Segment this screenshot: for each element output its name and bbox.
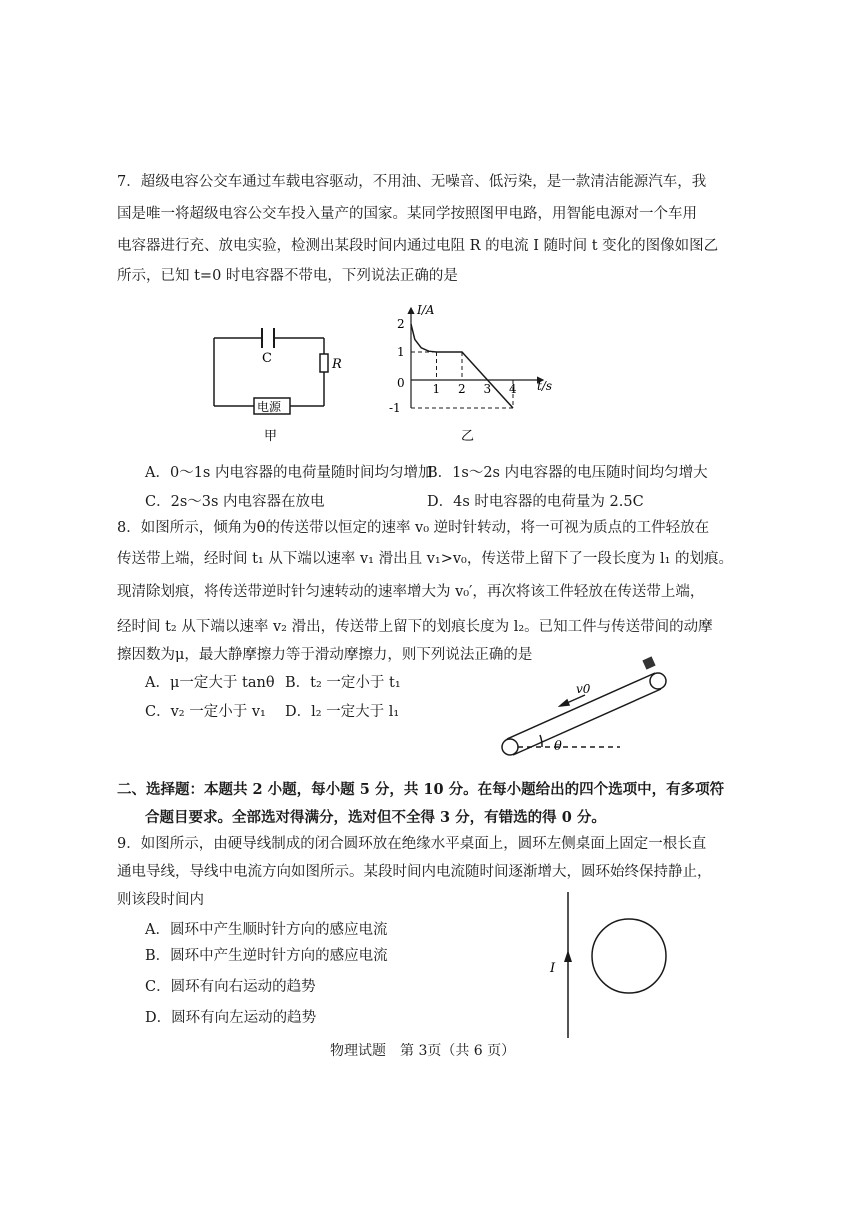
y-tick-label: -1: [389, 401, 401, 415]
q8-line-3: 现清除划痕，将传送带逆时针匀速转动的速率增大为 v₀′，再次将该工件轻放在传送带上端，: [117, 584, 705, 600]
conducting-ring: [592, 919, 666, 993]
q7-option-c[interactable]: C．2s～3s 内电容器在放电: [145, 494, 325, 510]
q8-option-a[interactable]: A．μ一定大于 tanθ: [145, 675, 275, 691]
q7-line-3: 电容器进行充、放电实验，检测出某段时间内通过电阻 R 的电流 I 随时间 t 变化的图像如图乙: [117, 238, 719, 254]
conveyor-belt-figure: [490, 655, 680, 765]
figure-caption-yi: 乙: [461, 429, 475, 444]
q9-option-c[interactable]: C．圆环有向右运动的趋势: [145, 979, 316, 995]
x-tick-label: 2: [458, 382, 466, 396]
x-tick-label: 3: [483, 382, 492, 396]
y-tick-label: 2: [397, 317, 405, 331]
arrow-head: [560, 700, 569, 706]
x-tick-label: 4: [509, 382, 517, 396]
power-source-label: 电源: [257, 400, 282, 414]
q8-line-4: 经时间 t₂ 从下端以速率 v₂ 滑出，传送带上留下的划痕长度为 l₂。已知工件与传送带间的动摩: [117, 619, 713, 635]
q9-line-1: 9．如图所示，由硬导线制成的闭合圆环放在绝缘水平桌面上，圆环左侧桌面上固定一根长直: [117, 836, 707, 852]
q8-line-2: 传送带上端，经时间 t₁ 从下端以速率 v₁ 滑出且 v₁>v₀，传送带上留下了一段长度为 l₁ 的划痕。: [117, 551, 734, 567]
x-axis-label: t/s: [537, 379, 553, 393]
q9-option-d[interactable]: D．圆环有向左运动的趋势: [145, 1010, 317, 1026]
y-tick-label: 1: [397, 345, 405, 359]
q9-option-b[interactable]: B．圆环中产生逆时针方向的感应电流: [145, 948, 388, 964]
q7-line-4: 所示，已知 t=0 时电容器不带电，下列说法正确的是: [117, 268, 458, 284]
q7-line-1: 7．超级电容公交车通过车载电容驱动，不用油、无噪音、低污染，是一款清洁能源汽车，我: [117, 174, 707, 190]
figure-caption-jia: 甲: [264, 429, 278, 444]
y-tick-label: 0: [397, 376, 405, 390]
section-2-instructions: 合题目要求。全部选对得满分，选对但不全得 3 分，有错选的得 0 分。: [145, 809, 606, 826]
q8-option-b[interactable]: B．t₂ 一定小于 t₁: [285, 675, 401, 691]
q8-option-c[interactable]: C．v₂ 一定小于 v₁: [145, 704, 266, 720]
angle-arc: [540, 735, 542, 747]
capacitor-label: C: [262, 351, 272, 366]
section-2-heading: 二、选择题：本题共 2 小题，每小题 5 分，共 10 分。在每小题给出的四个选项中，有多项符: [117, 781, 725, 798]
speed-label: v0: [576, 682, 591, 696]
workpiece-block: [642, 656, 655, 669]
q9-option-a[interactable]: A．圆环中产生顺时针方向的感应电流: [145, 922, 388, 938]
circuit-diagram: [200, 318, 350, 448]
resistor-label: R: [332, 357, 342, 372]
page-footer: 物理试题 第 3页（共 6 页）: [330, 1043, 516, 1059]
q9-line-2: 通电导线，导线中电流方向如图所示。某段时间内电流随时间逐渐增大，圆环始终保持静止，: [117, 864, 712, 880]
q8-option-d[interactable]: D．l₂ 一定大于 l₁: [285, 704, 400, 720]
y-axis-label: I/A: [417, 303, 435, 317]
q7-option-a[interactable]: A．0～1s 内电容器的电荷量随时间均匀增加: [145, 465, 433, 481]
current-time-graph: [385, 300, 565, 448]
bottom-pulley: [502, 739, 518, 755]
q7-option-d[interactable]: D．4s 时电容器的电荷量为 2.5C: [427, 494, 644, 510]
q8-line-1: 8．如图所示，倾角为θ的传送带以恒定的速率 v₀ 逆时针转动，将一可视为质点的工件轻放在: [117, 520, 710, 536]
x-tick-label: 1: [432, 382, 441, 396]
current-direction-arrow: [564, 950, 572, 962]
angle-label: θ: [554, 739, 562, 754]
top-pulley: [650, 673, 666, 689]
q8-line-5: 擦因数为μ，最大静摩擦力等于滑动摩擦力，则下列说法正确的是: [117, 647, 533, 663]
current-label: I: [550, 961, 556, 976]
wire-ring-figure: [540, 890, 680, 1040]
q7-option-b[interactable]: B．1s～2s 内电容器的电压随时间均匀增大: [427, 465, 708, 481]
q7-line-2: 国是唯一将超级电容公交车投入量产的国家。某同学按照图甲电路，用智能电源对一个车用: [117, 206, 697, 222]
belt-bottom: [513, 689, 661, 755]
q9-line-3: 则该段时间内: [117, 892, 204, 908]
